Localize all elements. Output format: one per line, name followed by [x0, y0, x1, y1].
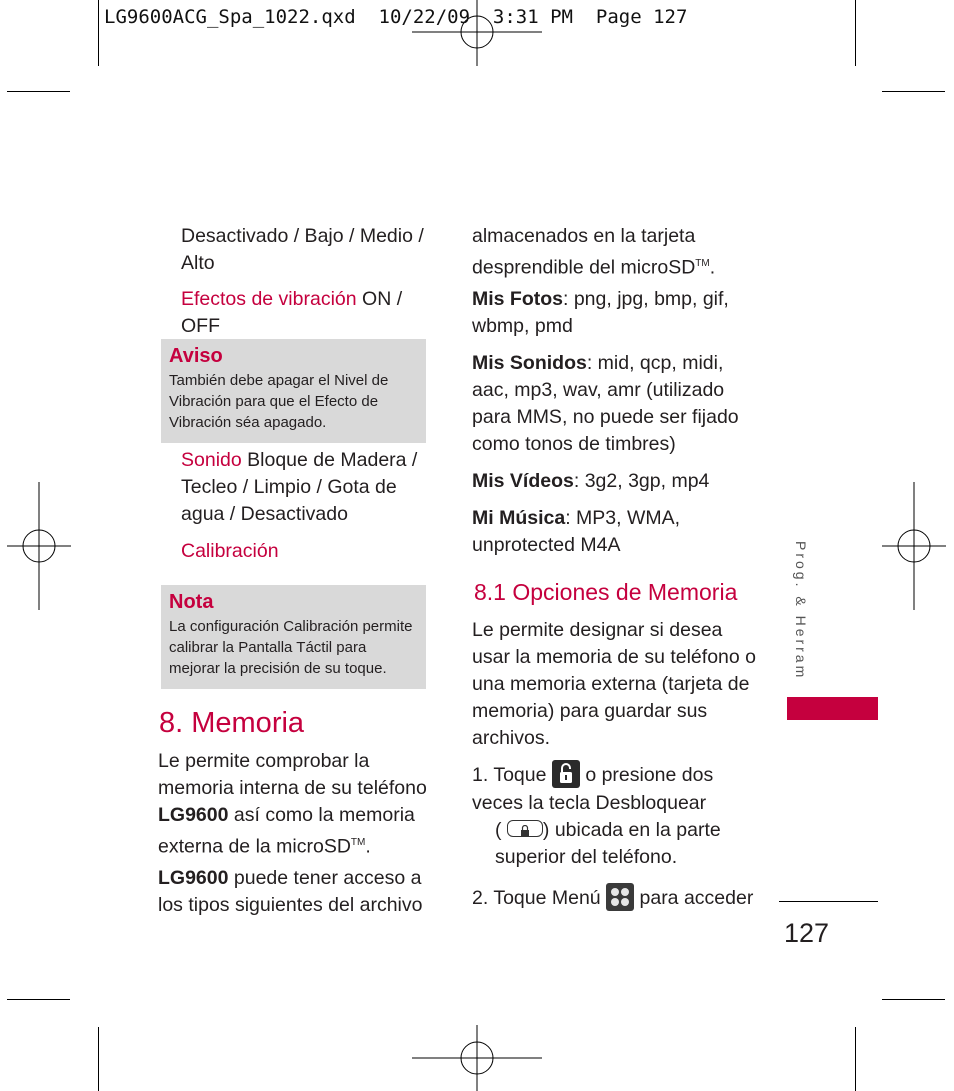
crop-mark: [98, 1027, 99, 1091]
period: .: [365, 835, 371, 858]
opciones-paragraph: Le permite designar si desea usar la memoria de su teléfono o una memoria externa (tarjeta de memoria) para guardar sus archivos.: [472, 619, 756, 749]
step-1: [472, 762, 747, 817]
fotos-item: [472, 286, 747, 340]
step2-text-a: 2. Toque Menú: [472, 887, 601, 910]
sonidos-label: Mis Sonidos: [472, 352, 587, 374]
fotos-value: : png, jpg, bmp, gif, wbmp, pmd: [472, 288, 729, 337]
sonido-option: [181, 447, 426, 528]
musica-value: : MP3, WMA, unprotected M4A: [472, 507, 681, 556]
registration-mark-left-icon: [7, 482, 71, 610]
lock-icon: [552, 760, 580, 788]
step1-paren: (: [495, 819, 502, 841]
crop-mark: [98, 0, 99, 66]
step1-text-b: o presione dos veces la tecla Desbloquear: [472, 764, 714, 814]
page-number: 127: [784, 918, 830, 948]
step2-text-b: para acceder: [639, 887, 754, 910]
musica-label: Mi Música: [472, 507, 566, 529]
memoria-p1-text-2: así como la memoria externa de la microSD: [158, 804, 415, 858]
crop-mark: [882, 999, 945, 1000]
sonido-value: Bloque de Madera / Tecleo / Limpio / Gota de agua / Desactivado: [181, 449, 418, 525]
step1-text-d: ) ubicada en la parte superior del teléfono.: [495, 819, 721, 868]
videos-label: Mis Vídeos: [472, 470, 574, 492]
videos-value: : 3g2, 3gp, mp4: [573, 470, 710, 492]
period: .: [709, 256, 716, 279]
vibration-effects-label: Efectos de vibración: [181, 288, 357, 310]
crop-mark: [882, 91, 945, 92]
almacenados-text: almacenados en la tarjeta desprendible del microSD: [472, 225, 696, 279]
model-name: LG9600: [158, 804, 229, 826]
aviso-box: [161, 339, 426, 443]
trademark-sup: TM: [695, 258, 710, 269]
sonido-label: Sonido: [181, 449, 242, 471]
vibration-effects: [181, 286, 441, 340]
fotos-label: Mis Fotos: [472, 288, 563, 310]
registration-mark-bottom-icon: [412, 1025, 542, 1091]
vibration-effects-value: ON / OFF: [181, 288, 403, 337]
sonidos-item: [472, 350, 752, 458]
crop-mark: [855, 1027, 856, 1091]
aviso-text: También debe apagar el Nivel de Vibración para que el Efecto de Vibración séa apagado.: [169, 372, 389, 431]
crop-mark: [7, 999, 70, 1000]
calibracion-label: Calibración: [181, 540, 279, 562]
vibration-levels-text: Desactivado / Bajo / Medio / Alto: [181, 225, 424, 274]
videos-item: [472, 468, 752, 495]
menu-icon: [606, 883, 634, 911]
step1-text-a: 1. Toque: [472, 764, 547, 787]
memoria-paragraph-1: [158, 748, 428, 861]
almacenados-paragraph: [472, 223, 742, 282]
section-title: 8. Memoria: [159, 707, 305, 739]
memoria-p2-text: puede tener acceso a los tipos siguientes del archivo: [158, 867, 423, 916]
nota-text: La configuración Calibración permite calibrar la Pantalla Táctil para mejorar la precisión de su toque.: [169, 618, 413, 677]
crop-mark: [7, 91, 70, 92]
memoria-paragraph-2: [158, 865, 428, 919]
nota-box: [161, 585, 426, 689]
memoria-p1-text: Le permite comprobar la memoria interna de su teléfono: [158, 750, 427, 799]
vibration-levels: [181, 223, 436, 277]
sonidos-value: : mid, qcp, midi, aac, mp3, wav, amr (utilizado para MMS, no puede ser fijado como tonos de timbres): [472, 352, 739, 455]
step-2: [472, 885, 762, 913]
side-section-bar: [787, 697, 878, 720]
musica-item: [472, 505, 712, 559]
registration-mark-right-icon: [882, 482, 946, 610]
model-name-2: LG9600: [158, 867, 229, 889]
side-section-label: Prog. & Herram: [793, 541, 809, 681]
crop-mark: [855, 0, 856, 66]
aviso-title: Aviso: [169, 345, 223, 367]
unlock-key-icon: [507, 820, 543, 837]
trademark-sup: TM: [350, 837, 366, 848]
step-1-continued: [495, 817, 755, 871]
file-header: LG9600ACG_Spa_1022.qxd 10/22/09 3:31 PM Page 127: [104, 6, 688, 28]
subsection-title: 8.1 Opciones de Memoria: [474, 579, 738, 605]
nota-title: Nota: [169, 591, 214, 613]
footer-rule: [779, 901, 878, 902]
